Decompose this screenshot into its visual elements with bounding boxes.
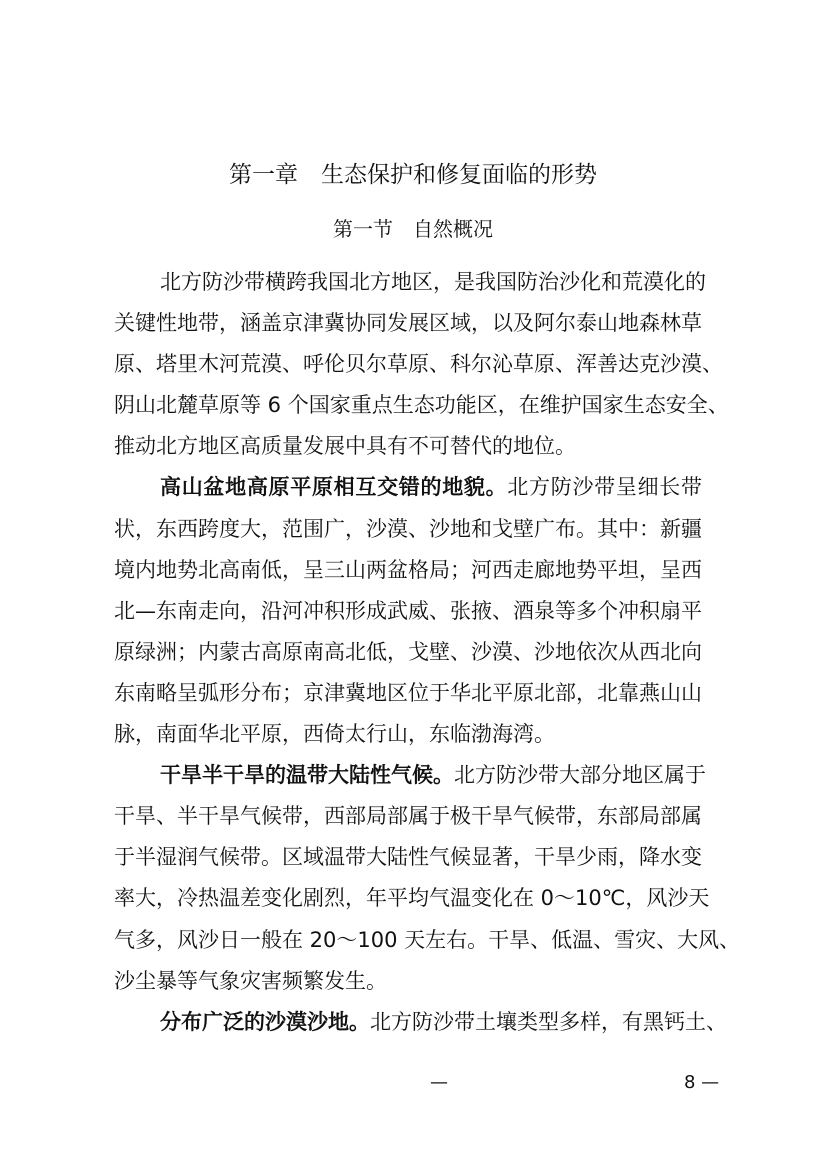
text-line: 率大，冷热温差变化剧烈，年平均气温变化在 0～10℃，风沙天 <box>114 886 710 911</box>
paragraph-lead: 干旱半干旱的温带大陆性气候。 <box>160 763 454 788</box>
text-line: 关键性地带，涵盖京津冀协同发展区域，以及阿尔泰山地森林草 <box>114 311 702 336</box>
footer-dash: — <box>430 1072 448 1093</box>
paragraph-lead: 分布广泛的沙漠沙地。 <box>160 1009 370 1034</box>
text-line: 东南略呈弧形分布；京津冀地区位于华北平原北部，北靠燕山山 <box>114 680 702 705</box>
chapter-title: 第一章 生态保护和修复面临的形势 <box>229 162 597 188</box>
text-span: 北方防沙带呈细长带 <box>507 475 703 500</box>
text-line: 沙尘暴等气象灾害频繁发生。 <box>114 968 387 993</box>
text-line: 于半湿润气候带。区域温带大陆性气候显著，干旱少雨，降水变 <box>114 845 702 870</box>
text-line: 北方防沙带横跨我国北方地区，是我国防治沙化和荒漠化的 <box>160 270 706 294</box>
text-line <box>114 755 706 796</box>
paragraph-lead: 高山盆地高原平原相互交错的地貌。 <box>160 475 508 500</box>
text-span: 北方防沙带大部分地区属于 <box>454 763 706 788</box>
text-line: 状，东西跨度大，范围广，沙漠、沙地和戈壁广布。其中：新疆 <box>114 516 702 541</box>
text-line: 北—东南走向，沿河冲积形成武威、张掖、酒泉等多个冲积扇平 <box>114 598 702 623</box>
text-line: 阴山北麓草原等 6 个国家重点生态功能区，在维护国家生态安全、 <box>114 393 729 418</box>
page-number: 8 — <box>684 1072 720 1093</box>
text-line: 脉，南面华北平原，西倚太行山，东临渤海湾。 <box>114 722 555 747</box>
text-span: 北方防沙带土壤类型多样，有黑钙土、 <box>370 1009 727 1034</box>
text-line <box>114 467 702 508</box>
text-line: 气多，风沙日一般在 20～100 天左右。干旱、低温、雪灾、大风、 <box>114 927 741 952</box>
text-line: 推动北方地区高质量发展中具有不可替代的地位。 <box>114 434 576 459</box>
text-line: 原绿洲；内蒙古高原南高北低，戈壁、沙漠、沙地依次从西北向 <box>114 639 702 664</box>
section-title: 第一节 自然概况 <box>333 217 493 241</box>
text-line: 境内地势北高南低，呈三山两盆格局；河西走廊地势平坦，呈西 <box>114 557 702 582</box>
text-line <box>114 1002 727 1043</box>
document-body <box>114 262 741 1043</box>
text-line: 原、塔里木河荒漠、呼伦贝尔草原、科尔沁草原、浑善达克沙漠、 <box>114 352 723 377</box>
text-line: 干旱、半干旱气候带，西部局部属于极干旱气候带，东部局部属 <box>114 804 702 829</box>
